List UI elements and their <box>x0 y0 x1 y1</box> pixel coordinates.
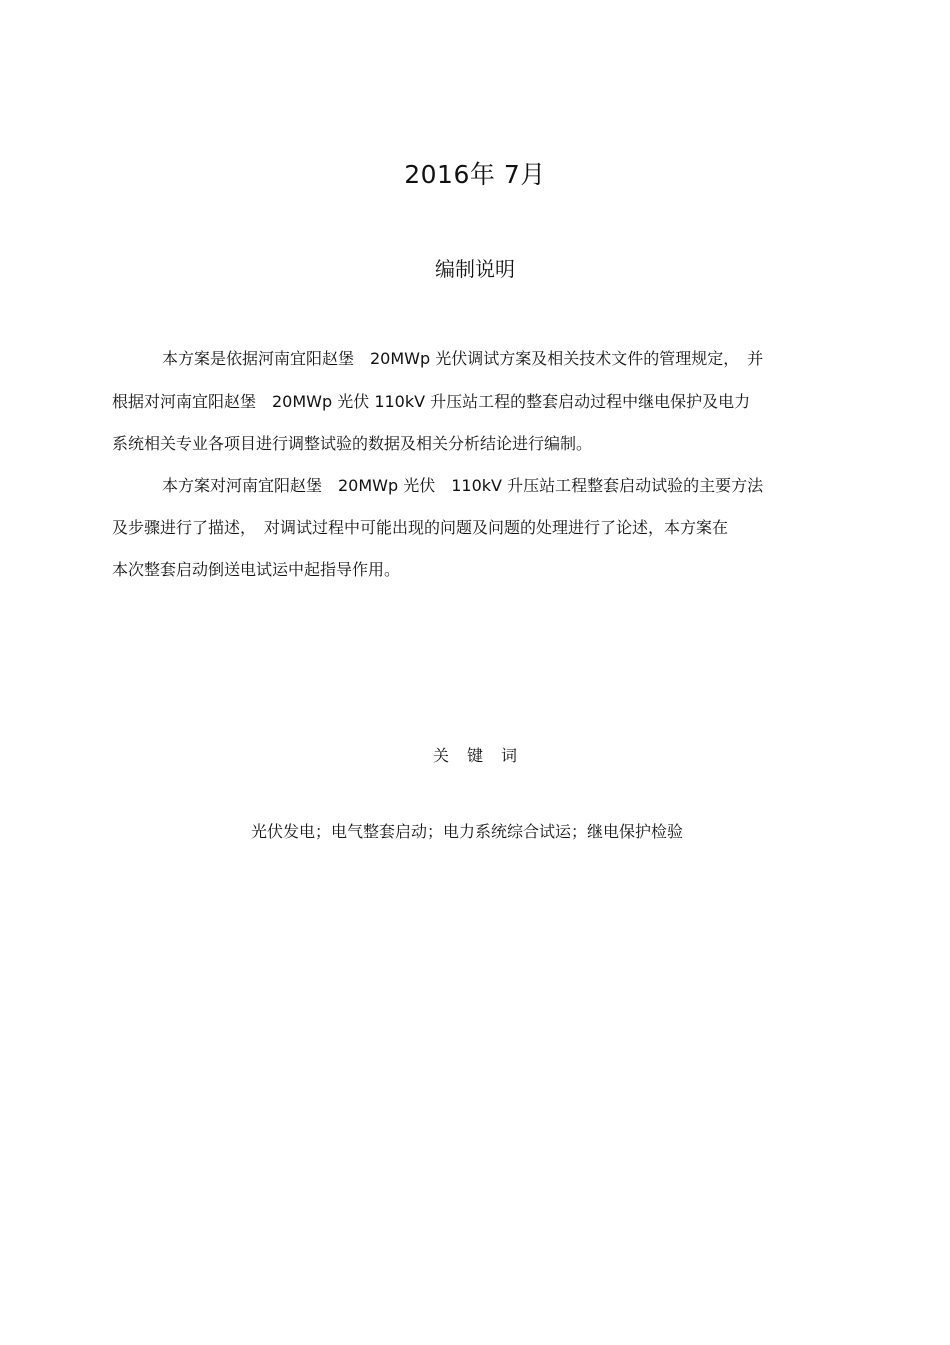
paragraph-2-line-2: 及步骤进行了描述， 对调试过程中可能出现的问题及问题的处理进行了论述，本方案在 <box>112 518 729 537</box>
paragraph-2-line-3: 本次整套启动倒送电试运中起指导作用。 <box>112 560 401 579</box>
paragraph-1-line-2: 根据对河南宜阳赵堡 20MWp 光伏 110kV 升压站工程的整套启动过程中继电保护及电力 <box>112 392 751 411</box>
keywords-list: 光伏发电；电气整套启动；电力系统综合试运；继电保护检验 <box>250 822 683 841</box>
paragraph-1-line-3: 系统相关专业各项目进行调整试验的数据及相关分析结论进行编制。 <box>112 434 593 453</box>
section-title: 编制说明 <box>435 257 515 281</box>
keywords-title: 关键词 <box>432 746 535 765</box>
paragraph-2-line-1: 本方案对河南宜阳赵堡 20MWp 光伏 110kV 升压站工程整套启动试验的主要方法 <box>162 476 764 495</box>
paragraph-1-line-1: 本方案是依据河南宜阳赵堡 20MWp 光伏调试方案及相关技术文件的管理规定， 并 <box>162 349 764 368</box>
document-date: 2016年 7月 <box>404 160 546 189</box>
